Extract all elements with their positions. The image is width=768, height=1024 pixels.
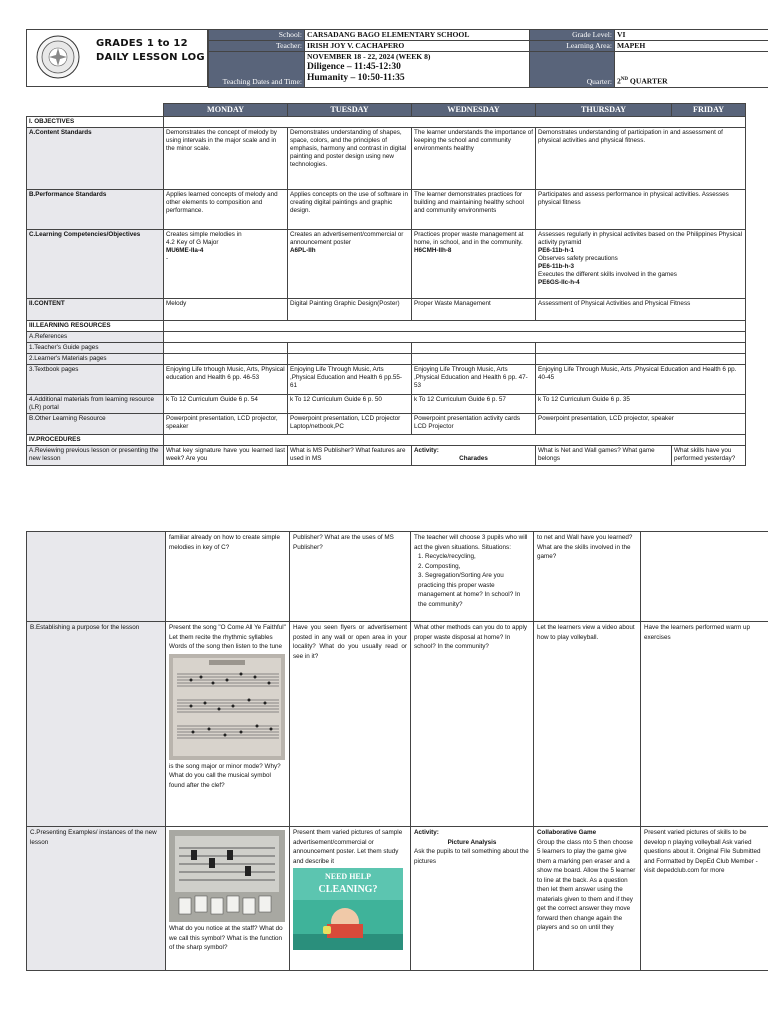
examples-thu-title: Collaborative Game (537, 829, 597, 836)
competency-wed-text: Practices proper waste management at home, in school, and in the community. (414, 231, 524, 246)
textbook-wed: Enjoying Life Through Music, Arts ,Physical Education and Health 6 pp. 47-53 (412, 365, 536, 395)
dates-value (305, 52, 530, 88)
deped-seal-icon (36, 35, 80, 79)
examples-mon-questions: What do you notice at the staff? What do we call this symbol? What is the function of the sharp symbol? (169, 925, 283, 951)
examples-wed-title: Picture Analysis (447, 838, 497, 846)
competency-wed-code: H6CMH-IIh-8 (414, 247, 452, 254)
area-value: MAPEH (615, 41, 768, 52)
purpose-label: B.Establishing a purpose for the lesson (27, 622, 166, 827)
content-label: II.CONTENT (27, 299, 164, 321)
additional-wed: k To 12 Curriculum Guide 6 p. 57 (412, 395, 536, 414)
title-line-2: DAILY LESSON LOG (96, 52, 205, 63)
day-friday: FRIDAY (672, 104, 746, 117)
performance-standards-tue: Applies concepts on the use of software in creating digital paintings and graphic design. (288, 190, 412, 230)
document-title (96, 37, 205, 65)
tg-mon (164, 343, 288, 354)
competency-thu-text-3: Executes the different skills involved in the games (538, 271, 677, 278)
school-label: School: (209, 30, 305, 41)
review-tue-continued: Publisher? What are the uses of MS Publisher? (290, 532, 411, 622)
header-info-table (208, 29, 768, 88)
competency-mon-text: Creates simple melodies in (166, 231, 242, 238)
competency-thu-code-2: PE6-11b-h-3 (538, 263, 575, 270)
examples-label: C.Presenting Examples/ instances of the new lesson (27, 827, 166, 971)
header-logo-title (26, 29, 208, 87)
other-thu-fri: Powerpoint presentation, LCD projector, speaker (536, 414, 746, 435)
review-wed-activity: Activity: (414, 447, 439, 454)
competency-thu-code-3: PE6GS-IIc-h-4 (538, 279, 580, 286)
objectives-section-fill (164, 117, 746, 128)
competencies-tue (288, 230, 412, 299)
lm-mon (164, 354, 288, 365)
performance-standards-wed: The learner demonstrates practices for building and maintaining healthy school and community environments (412, 190, 536, 230)
review-label: A.Reviewing previous lesson or presenting the new lesson (27, 446, 164, 466)
poster-need-help: NEED HELP (324, 872, 372, 881)
day-header-blank (27, 104, 164, 117)
textbook-tue: Enjoying Life Through Music, Arts ,Physical Education and Health 6 pp.55-61 (288, 365, 412, 395)
review-wed-continued (411, 532, 534, 622)
competencies-label: C.Learning Competencies/Objectives (27, 230, 164, 299)
lesson-log-table (26, 103, 746, 466)
title-line-1: GRADES 1 to 12 (96, 38, 188, 49)
competency-mon-key: 4.2 Key of G Major (166, 239, 219, 246)
examples-wed-activity: Activity: (414, 829, 439, 836)
purpose-wed: What other methods can you do to apply proper waste disposal at home? In school? In the community? (411, 622, 534, 827)
quarter-sup: ND (620, 77, 629, 83)
dates-text: NOVEMBER 18 - 22, 2024 (WEEK 8) (307, 52, 431, 61)
other-resource-label: B.Other Learning Resource (27, 414, 164, 435)
references-fill (164, 332, 746, 343)
cleaning-poster-image (293, 868, 403, 950)
competency-mon-code: MU6ME-IIa-4 (166, 247, 204, 254)
day-wednesday: WEDNESDAY (412, 104, 536, 117)
content-standards-mon: Demonstrates the concept of melody by using intervals in the major scale and in the minor scale. (164, 128, 288, 190)
references-label: A.References (27, 332, 164, 343)
teachers-guide-label: 1.Teacher's Guide pages (27, 343, 164, 354)
examples-fri: Present varied pictures of skills to be develop n playing volleyball Ask varied questions about it. Original File Submitted and Formatted by DepEd Club Member - visit depedclub.com for more (641, 827, 768, 971)
review-fri-continued (641, 532, 768, 622)
lm-tue (288, 354, 412, 365)
purpose-tue: Have you seen flyers or advertisement posted in any wall or open area in your locality? What do you usually read or see in it? (290, 622, 411, 827)
additional-materials-label: 4.Additional materials from learning resource (LR) portal (27, 395, 164, 414)
charades-item-1: 1. Recycle/recycling, (418, 553, 476, 560)
content-standards-tue: Demonstrates understanding of shapes, space, colors, and the principles of emphasis, harmony and contrast in digital painting and poster design using new technologies. (288, 128, 412, 190)
competencies-thu-fri (536, 230, 746, 299)
area-label: Learning Area: (530, 41, 615, 52)
purpose-mon (166, 622, 290, 827)
examples-thu (534, 827, 641, 971)
day-tuesday: TUESDAY (288, 104, 412, 117)
review-tue: What is MS Publisher? What features are used in MS (288, 446, 412, 466)
examples-mon (166, 827, 290, 971)
examples-thu-text: Group the class nto 5 then choose 5 learners to play the game give them a marking pen eraser and a show me board. Allow the 5 learner to line at the back. As a question then let them answer using the materials given to them and if they get the correct answer they move forward then change again the players and so on until they (537, 838, 636, 931)
other-tue: Powerpoint presentation, LCD projector Laptop/netbook,PC (288, 414, 412, 435)
day-monday: MONDAY (164, 104, 288, 117)
charades-item-2: 2. Composting, (418, 562, 461, 570)
content-tue: Digital Painting Graphic Design(Poster) (288, 299, 412, 321)
dates-label: Teaching Dates and Time: (209, 52, 305, 88)
resources-section-fill (164, 321, 746, 332)
review-thu-continued: to net and Wall have you learned? What are the skills involved in the game? (534, 532, 641, 622)
content-standards-thu-fri: Demonstrates understanding of participation in and assessment of physical activities and physical fitness. (536, 128, 746, 190)
competency-thu-text-1: Assesses regularly in physical activites based on the Philippines Physical activity pyramid (538, 231, 743, 246)
day-thursday: THURSDAY (536, 104, 672, 117)
review-wed (412, 446, 536, 466)
objectives-section: I. OBJECTIVES (27, 117, 164, 128)
quarter-num: 2 (617, 77, 621, 86)
examples-wed (411, 827, 534, 971)
quarter-value (615, 52, 768, 88)
lm-thu-fri (536, 354, 746, 365)
staff-sharp-image (169, 830, 285, 922)
performance-standards-mon: Applies learned concepts of melody and other elements to composition and performance. (164, 190, 288, 230)
time-humanity: Humanity – 10:50-11:35 (307, 73, 405, 83)
competency-thu-code-1: PE6-11b-h-1 (538, 247, 575, 254)
day-header-row (27, 104, 746, 117)
charades-item-3: 3. Segregation/Sorting Are you practicing this proper waste management at home? In school? In the community? (418, 572, 521, 608)
review-thu: What is Net and Wall games? What game belongs (536, 446, 672, 466)
resources-section: III.LEARNING RESOURCES (27, 321, 164, 332)
quarter-text: QUARTER (628, 77, 668, 86)
competencies-wed (412, 230, 536, 299)
lm-wed (412, 354, 536, 365)
competency-thu-text-2: Observes safety precautions (538, 255, 618, 262)
tg-thu-fri (536, 343, 746, 354)
teacher-value: IRISH JOY V. CACHAPERO (305, 41, 530, 52)
time-diligence: Diligence – 11:45-12:30 (307, 62, 401, 72)
competency-mon-dash: - (166, 255, 169, 262)
procedures-section: IV.PROCEDURES (27, 435, 164, 446)
purpose-fri: Have the learners performed warm up exercises (641, 622, 768, 827)
textbook-label: 3.Textbook pages (27, 365, 164, 395)
tg-wed (412, 343, 536, 354)
teacher-label: Teacher: (209, 41, 305, 52)
review-continued-label (27, 532, 166, 622)
grade-label: Grade Level: (530, 30, 615, 41)
performance-standards-thu-fri: Participates and assess performance in physical activities. Assesses physical fitness (536, 190, 746, 230)
procedures-section-fill (164, 435, 746, 446)
tg-tue (288, 343, 412, 354)
competency-tue-code: A6PL-IIh (290, 247, 316, 254)
poster-cleaning: CLEANING? (318, 884, 378, 895)
textbook-mon: Enjoying Life trhough Music, Arts, Physical education and Health 6 pp. 46-53 (164, 365, 288, 395)
school-value: CARSADANG BAGO ELEMENTARY SCHOOL (305, 30, 530, 41)
content-thu-fri: Assessment of Physical Activities and Physical Fitness (536, 299, 746, 321)
additional-tue: k To 12 Curriculum Guide 6 p. 50 (288, 395, 412, 414)
content-standards-label: A.Content Standards (27, 128, 164, 190)
review-mon-continued: familiar already on how to create simple melodies in key of C? (166, 532, 290, 622)
other-mon: Powerpoint presentation, LCD projector, speaker (164, 414, 288, 435)
learners-materials-label: 2.Learner's Materials pages (27, 354, 164, 365)
review-wed-title: Charades (459, 455, 488, 462)
content-mon: Melody (164, 299, 288, 321)
textbook-thu-fri: Enjoying Life Through Music, Arts ,Physical Education and Health 6 pp. 40-45 (536, 365, 746, 395)
content-wed: Proper Waste Management (412, 299, 536, 321)
purpose-mon-questions: is the song major or minor mode? Why? What do you call the musical symbol found after the clef? (169, 762, 281, 789)
examples-tue (290, 827, 411, 971)
performance-standards-label: B.Performance Standards (27, 190, 164, 230)
charades-intro: The teacher will choose 3 pupils who will act the given situations. Situations: (414, 534, 528, 551)
lesson-log-table-continued (26, 531, 768, 971)
examples-wed-text: Ask the pupils to tell something about the pictures (414, 848, 529, 865)
purpose-mon-text: Present the song "O Come All Ye Faithful" Let them recite the rhythmic syllables Words of the song then listen to the tune (169, 624, 286, 650)
quarter-label: Quarter: (530, 52, 615, 88)
review-fri: What skills have you performed yesterday? (672, 446, 746, 466)
examples-tue-text: Present them varied pictures of sample advertisement/commercial or announcement poster. Let them study and describe it (293, 829, 403, 865)
competencies-mon (164, 230, 288, 299)
additional-mon: k To 12 Curriculum Guide 6 p. 54 (164, 395, 288, 414)
grade-value: VI (615, 30, 768, 41)
additional-thu-fri: k To 12 Curriculum Guide 6 p. 35 (536, 395, 746, 414)
other-wed: Powerpoint presentation activity cards LCD Projector (412, 414, 536, 435)
review-mon: What key signature have you learned last week? Are you (164, 446, 288, 466)
competency-tue-text: Creates an advertisement/commercial or announcement poster (290, 231, 404, 246)
sheet-music-image (169, 654, 285, 760)
purpose-thu: Let the learners view a video about how to play volleyball. (534, 622, 641, 827)
content-standards-wed: The learner understands the importance of keeping the school and community environments healthy (412, 128, 536, 190)
